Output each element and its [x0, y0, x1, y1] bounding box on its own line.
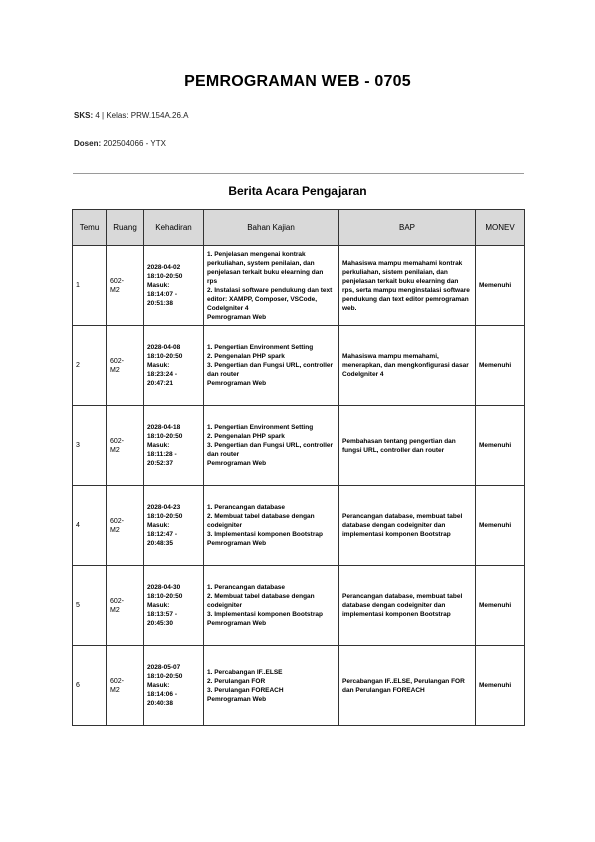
- cell-temu: 1: [73, 246, 107, 326]
- cell-monev: Memenuhi: [476, 486, 525, 566]
- dosen-line: [74, 139, 166, 148]
- cell-bap: Mahasiswa mampu memahami kontrak perkuliahan, sistem penilaian, dan penjelasan terkait buku elearning dan rps, serta mampu menginstalasi software pendukung dan text editor pemrograman web.: [339, 246, 476, 326]
- cell-temu: 3: [73, 406, 107, 486]
- cell-monev: Memenuhi: [476, 246, 525, 326]
- cell-ruang: 602- M2: [107, 566, 144, 646]
- cell-monev: Memenuhi: [476, 566, 525, 646]
- table-row: [73, 246, 525, 326]
- cell-ruang: 602- M2: [107, 646, 144, 726]
- cell-kehadiran: 2028-04-08 18:10-20:50 Masuk: 18:23:24 - 20:47:21: [144, 326, 204, 406]
- cell-kehadiran: 2028-04-23 18:10-20:50 Masuk: 18:12:47 - 20:48:35: [144, 486, 204, 566]
- cell-ruang: 602- M2: [107, 406, 144, 486]
- cell-bap: Mahasiswa mampu memahami, menerapkan, dan mengkonfigurasi dasar CodeIgniter 4: [339, 326, 476, 406]
- section-title: Berita Acara Pengajaran: [228, 184, 367, 198]
- col-header-ruang: Ruang: [107, 210, 144, 246]
- dosen-value: 202504066 - YTX: [103, 139, 166, 148]
- cell-kehadiran: 2028-04-30 18:10-20:50 Masuk: 18:13:57 - 20:45:30: [144, 566, 204, 646]
- divider: [73, 173, 524, 174]
- col-header-kehadiran: Kehadiran: [144, 210, 204, 246]
- cell-kehadiran: 2028-04-18 18:10-20:50 Masuk: 18:11:28 - 20:52:37: [144, 406, 204, 486]
- cell-bap: Percabangan IF..ELSE, Perulangan FOR dan Perulangan FOREACH: [339, 646, 476, 726]
- sks-line: [74, 111, 188, 120]
- cell-bahan-kajian: 1. Perancangan database 2. Membuat tabel database dengan codeigniter 3. Implementasi komponen Bootstrap Pemrograman Web: [204, 486, 339, 566]
- cell-monev: Memenuhi: [476, 326, 525, 406]
- col-header-temu: Temu: [73, 210, 107, 246]
- sks-value: 4 | Kelas: PRW.154A.26.A: [95, 111, 189, 120]
- col-header-monev: MONEV: [476, 210, 525, 246]
- table-header-row: [73, 210, 525, 246]
- cell-ruang: 602- M2: [107, 486, 144, 566]
- cell-temu: 2: [73, 326, 107, 406]
- col-header-bap: BAP: [339, 210, 476, 246]
- cell-temu: 4: [73, 486, 107, 566]
- cell-bahan-kajian: 1. Penjelasan mengenai kontrak perkuliahan, system penilaian, dan penjelasan terkait buku elearning dan rps 2. Instalasi software pendukung dan text editor: XAMPP, Composer, VSCode, CodeIgniter 4 Pemrograman Web: [204, 246, 339, 326]
- table-row: [73, 406, 525, 486]
- cell-monev: Memenuhi: [476, 406, 525, 486]
- table-row: [73, 326, 525, 406]
- cell-bahan-kajian: 1. Percabangan IF..ELSE 2. Perulangan FOR 3. Perulangan FOREACH Pemrograman Web: [204, 646, 339, 726]
- sks-label: SKS:: [74, 111, 94, 120]
- cell-bahan-kajian: 1. Perancangan database 2. Membuat tabel database dengan codeigniter 3. Implementasi komponen Bootstrap Pemrograman Web: [204, 566, 339, 646]
- cell-temu: 5: [73, 566, 107, 646]
- cell-bap: Perancangan database, membuat tabel database dengan codeigniter dan implementasi komponen Bootstrap: [339, 566, 476, 646]
- table-row: [73, 646, 525, 726]
- cell-bahan-kajian: 1. Pengertian Environment Setting 2. Pengenalan PHP spark 3. Pengertian dan Fungsi URL, controller dan router Pemrograman Web: [204, 406, 339, 486]
- cell-bap: Pembahasan tentang pengertian dan fungsi URL, controller dan router: [339, 406, 476, 486]
- table-row: [73, 486, 525, 566]
- cell-kehadiran: 2028-05-07 18:10-20:50 Masuk: 18:14:06 - 20:40:38: [144, 646, 204, 726]
- cell-ruang: 602- M2: [107, 246, 144, 326]
- cell-ruang: 602- M2: [107, 326, 144, 406]
- cell-bap: Perancangan database, membuat tabel database dengan codeigniter dan implementasi komponen Bootstrap: [339, 486, 476, 566]
- col-header-bahan-kajian: Bahan Kajian: [204, 210, 339, 246]
- cell-monev: Memenuhi: [476, 646, 525, 726]
- cell-temu: 6: [73, 646, 107, 726]
- dosen-label: Dosen:: [74, 139, 102, 148]
- cell-bahan-kajian: 1. Pengertian Environment Setting 2. Pengenalan PHP spark 3. Pengertian dan Fungsi URL, controller dan router Pemrograman Web: [204, 326, 339, 406]
- cell-kehadiran: 2028-04-02 18:10-20:50 Masuk: 18:14:07 - 20:51:38: [144, 246, 204, 326]
- page-title: PEMROGRAMAN WEB - 0705: [184, 73, 411, 90]
- bap-table: [72, 209, 525, 726]
- table-row: [73, 566, 525, 646]
